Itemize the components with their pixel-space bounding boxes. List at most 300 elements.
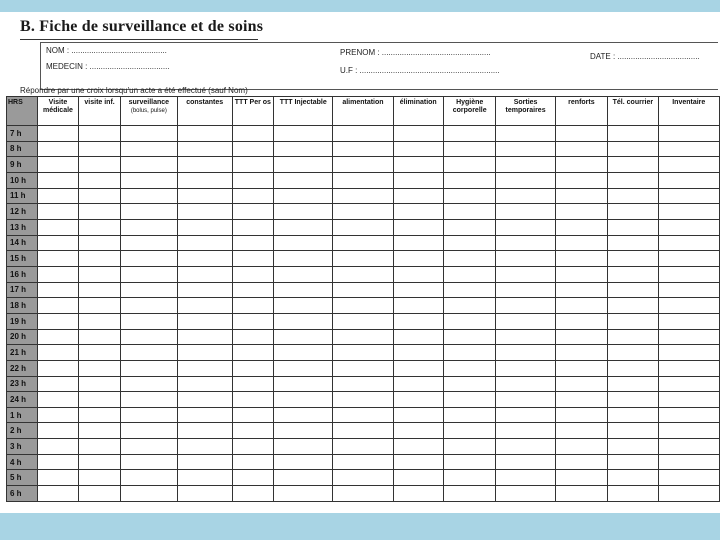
checkbox-cell[interactable] — [393, 486, 443, 502]
checkbox-cell[interactable] — [555, 266, 608, 282]
checkbox-cell[interactable] — [496, 329, 555, 345]
checkbox-cell[interactable] — [555, 204, 608, 220]
checkbox-cell[interactable] — [333, 219, 393, 235]
checkbox-cell[interactable] — [232, 407, 274, 423]
checkbox-cell[interactable] — [232, 157, 274, 173]
checkbox-cell[interactable] — [393, 345, 443, 361]
checkbox-cell[interactable] — [120, 298, 177, 314]
checkbox-cell[interactable] — [79, 204, 121, 220]
checkbox-cell[interactable] — [658, 439, 719, 455]
checkbox-cell[interactable] — [37, 298, 79, 314]
checkbox-cell[interactable] — [658, 376, 719, 392]
checkbox-cell[interactable] — [608, 282, 658, 298]
checkbox-cell[interactable] — [177, 204, 232, 220]
checkbox-cell[interactable] — [274, 141, 333, 157]
checkbox-cell[interactable] — [37, 204, 79, 220]
checkbox-cell[interactable] — [274, 204, 333, 220]
checkbox-cell[interactable] — [232, 266, 274, 282]
checkbox-cell[interactable] — [658, 141, 719, 157]
checkbox-cell[interactable] — [333, 282, 393, 298]
checkbox-cell[interactable] — [79, 141, 121, 157]
checkbox-cell[interactable] — [658, 251, 719, 267]
checkbox-cell[interactable] — [608, 219, 658, 235]
checkbox-cell[interactable] — [555, 282, 608, 298]
checkbox-cell[interactable] — [393, 282, 443, 298]
checkbox-cell[interactable] — [443, 423, 496, 439]
checkbox-cell[interactable] — [555, 141, 608, 157]
checkbox-cell[interactable] — [177, 486, 232, 502]
checkbox-cell[interactable] — [608, 454, 658, 470]
checkbox-cell[interactable] — [443, 454, 496, 470]
uf-field[interactable]: U.F : ............................................................... — [340, 66, 500, 75]
checkbox-cell[interactable] — [37, 345, 79, 361]
checkbox-cell[interactable] — [120, 376, 177, 392]
checkbox-cell[interactable] — [37, 235, 79, 251]
checkbox-cell[interactable] — [608, 486, 658, 502]
checkbox-cell[interactable] — [274, 439, 333, 455]
checkbox-cell[interactable] — [79, 360, 121, 376]
checkbox-cell[interactable] — [443, 204, 496, 220]
checkbox-cell[interactable] — [232, 470, 274, 486]
checkbox-cell[interactable] — [37, 282, 79, 298]
checkbox-cell[interactable] — [658, 470, 719, 486]
checkbox-cell[interactable] — [37, 219, 79, 235]
checkbox-cell[interactable] — [443, 313, 496, 329]
checkbox-cell[interactable] — [443, 392, 496, 408]
checkbox-cell[interactable] — [658, 423, 719, 439]
medecin-field[interactable]: MEDECIN : .................................... — [46, 62, 170, 71]
checkbox-cell[interactable] — [274, 172, 333, 188]
checkbox-cell[interactable] — [555, 235, 608, 251]
checkbox-cell[interactable] — [608, 329, 658, 345]
checkbox-cell[interactable] — [120, 454, 177, 470]
checkbox-cell[interactable] — [177, 251, 232, 267]
checkbox-cell[interactable] — [333, 470, 393, 486]
checkbox-cell[interactable] — [333, 298, 393, 314]
checkbox-cell[interactable] — [393, 126, 443, 142]
checkbox-cell[interactable] — [120, 313, 177, 329]
checkbox-cell[interactable] — [79, 392, 121, 408]
checkbox-cell[interactable] — [79, 376, 121, 392]
checkbox-cell[interactable] — [393, 219, 443, 235]
checkbox-cell[interactable] — [658, 172, 719, 188]
checkbox-cell[interactable] — [608, 157, 658, 173]
checkbox-cell[interactable] — [496, 298, 555, 314]
checkbox-cell[interactable] — [443, 360, 496, 376]
checkbox-cell[interactable] — [120, 329, 177, 345]
checkbox-cell[interactable] — [274, 126, 333, 142]
checkbox-cell[interactable] — [496, 282, 555, 298]
checkbox-cell[interactable] — [120, 204, 177, 220]
checkbox-cell[interactable] — [658, 282, 719, 298]
checkbox-cell[interactable] — [177, 423, 232, 439]
checkbox-cell[interactable] — [232, 172, 274, 188]
checkbox-cell[interactable] — [79, 329, 121, 345]
checkbox-cell[interactable] — [496, 470, 555, 486]
checkbox-cell[interactable] — [79, 172, 121, 188]
checkbox-cell[interactable] — [496, 313, 555, 329]
checkbox-cell[interactable] — [555, 329, 608, 345]
checkbox-cell[interactable] — [232, 329, 274, 345]
checkbox-cell[interactable] — [37, 126, 79, 142]
checkbox-cell[interactable] — [232, 188, 274, 204]
checkbox-cell[interactable] — [333, 392, 393, 408]
checkbox-cell[interactable] — [120, 282, 177, 298]
checkbox-cell[interactable] — [37, 360, 79, 376]
checkbox-cell[interactable] — [393, 454, 443, 470]
checkbox-cell[interactable] — [443, 298, 496, 314]
checkbox-cell[interactable] — [555, 376, 608, 392]
checkbox-cell[interactable] — [333, 235, 393, 251]
checkbox-cell[interactable] — [443, 251, 496, 267]
checkbox-cell[interactable] — [496, 439, 555, 455]
checkbox-cell[interactable] — [232, 454, 274, 470]
checkbox-cell[interactable] — [658, 454, 719, 470]
checkbox-cell[interactable] — [333, 126, 393, 142]
checkbox-cell[interactable] — [496, 204, 555, 220]
checkbox-cell[interactable] — [555, 188, 608, 204]
checkbox-cell[interactable] — [658, 360, 719, 376]
prenom-field[interactable]: PRENOM : ................................................. — [340, 48, 491, 57]
checkbox-cell[interactable] — [608, 439, 658, 455]
checkbox-cell[interactable] — [177, 376, 232, 392]
checkbox-cell[interactable] — [333, 313, 393, 329]
checkbox-cell[interactable] — [79, 188, 121, 204]
checkbox-cell[interactable] — [177, 188, 232, 204]
checkbox-cell[interactable] — [274, 235, 333, 251]
checkbox-cell[interactable] — [608, 407, 658, 423]
checkbox-cell[interactable] — [79, 423, 121, 439]
checkbox-cell[interactable] — [37, 172, 79, 188]
checkbox-cell[interactable] — [274, 376, 333, 392]
checkbox-cell[interactable] — [79, 470, 121, 486]
checkbox-cell[interactable] — [608, 360, 658, 376]
checkbox-cell[interactable] — [658, 266, 719, 282]
checkbox-cell[interactable] — [120, 141, 177, 157]
checkbox-cell[interactable] — [393, 266, 443, 282]
checkbox-cell[interactable] — [177, 454, 232, 470]
checkbox-cell[interactable] — [120, 423, 177, 439]
checkbox-cell[interactable] — [120, 486, 177, 502]
checkbox-cell[interactable] — [177, 157, 232, 173]
checkbox-cell[interactable] — [177, 407, 232, 423]
checkbox-cell[interactable] — [232, 345, 274, 361]
checkbox-cell[interactable] — [443, 219, 496, 235]
checkbox-cell[interactable] — [232, 313, 274, 329]
checkbox-cell[interactable] — [120, 392, 177, 408]
checkbox-cell[interactable] — [333, 454, 393, 470]
checkbox-cell[interactable] — [177, 470, 232, 486]
checkbox-cell[interactable] — [608, 423, 658, 439]
checkbox-cell[interactable] — [555, 439, 608, 455]
checkbox-cell[interactable] — [555, 157, 608, 173]
checkbox-cell[interactable] — [608, 204, 658, 220]
checkbox-cell[interactable] — [333, 439, 393, 455]
checkbox-cell[interactable] — [443, 157, 496, 173]
checkbox-cell[interactable] — [232, 282, 274, 298]
checkbox-cell[interactable] — [393, 470, 443, 486]
checkbox-cell[interactable] — [555, 219, 608, 235]
checkbox-cell[interactable] — [120, 172, 177, 188]
checkbox-cell[interactable] — [496, 392, 555, 408]
checkbox-cell[interactable] — [232, 219, 274, 235]
checkbox-cell[interactable] — [79, 282, 121, 298]
checkbox-cell[interactable] — [608, 251, 658, 267]
checkbox-cell[interactable] — [393, 439, 443, 455]
checkbox-cell[interactable] — [608, 392, 658, 408]
checkbox-cell[interactable] — [393, 172, 443, 188]
checkbox-cell[interactable] — [79, 486, 121, 502]
checkbox-cell[interactable] — [37, 392, 79, 408]
checkbox-cell[interactable] — [37, 454, 79, 470]
checkbox-cell[interactable] — [608, 298, 658, 314]
checkbox-cell[interactable] — [496, 376, 555, 392]
checkbox-cell[interactable] — [555, 360, 608, 376]
checkbox-cell[interactable] — [333, 266, 393, 282]
checkbox-cell[interactable] — [443, 470, 496, 486]
checkbox-cell[interactable] — [393, 251, 443, 267]
checkbox-cell[interactable] — [232, 126, 274, 142]
checkbox-cell[interactable] — [177, 282, 232, 298]
checkbox-cell[interactable] — [658, 407, 719, 423]
checkbox-cell[interactable] — [37, 407, 79, 423]
checkbox-cell[interactable] — [37, 251, 79, 267]
checkbox-cell[interactable] — [274, 407, 333, 423]
checkbox-cell[interactable] — [120, 188, 177, 204]
checkbox-cell[interactable] — [555, 172, 608, 188]
checkbox-cell[interactable] — [37, 486, 79, 502]
checkbox-cell[interactable] — [496, 486, 555, 502]
checkbox-cell[interactable] — [333, 141, 393, 157]
checkbox-cell[interactable] — [393, 298, 443, 314]
checkbox-cell[interactable] — [232, 251, 274, 267]
checkbox-cell[interactable] — [333, 360, 393, 376]
checkbox-cell[interactable] — [555, 126, 608, 142]
checkbox-cell[interactable] — [393, 188, 443, 204]
checkbox-cell[interactable] — [443, 376, 496, 392]
checkbox-cell[interactable] — [496, 266, 555, 282]
checkbox-cell[interactable] — [333, 251, 393, 267]
checkbox-cell[interactable] — [274, 486, 333, 502]
checkbox-cell[interactable] — [443, 282, 496, 298]
checkbox-cell[interactable] — [608, 172, 658, 188]
checkbox-cell[interactable] — [333, 204, 393, 220]
checkbox-cell[interactable] — [393, 235, 443, 251]
checkbox-cell[interactable] — [555, 313, 608, 329]
checkbox-cell[interactable] — [658, 392, 719, 408]
checkbox-cell[interactable] — [443, 172, 496, 188]
checkbox-cell[interactable] — [658, 188, 719, 204]
checkbox-cell[interactable] — [120, 439, 177, 455]
checkbox-cell[interactable] — [496, 126, 555, 142]
checkbox-cell[interactable] — [120, 360, 177, 376]
checkbox-cell[interactable] — [274, 313, 333, 329]
checkbox-cell[interactable] — [333, 157, 393, 173]
checkbox-cell[interactable] — [274, 345, 333, 361]
checkbox-cell[interactable] — [120, 251, 177, 267]
checkbox-cell[interactable] — [333, 423, 393, 439]
checkbox-cell[interactable] — [496, 157, 555, 173]
checkbox-cell[interactable] — [177, 360, 232, 376]
checkbox-cell[interactable] — [608, 188, 658, 204]
checkbox-cell[interactable] — [79, 345, 121, 361]
checkbox-cell[interactable] — [555, 486, 608, 502]
checkbox-cell[interactable] — [120, 407, 177, 423]
checkbox-cell[interactable] — [393, 141, 443, 157]
checkbox-cell[interactable] — [658, 298, 719, 314]
checkbox-cell[interactable] — [177, 266, 232, 282]
checkbox-cell[interactable] — [496, 454, 555, 470]
checkbox-cell[interactable] — [37, 470, 79, 486]
checkbox-cell[interactable] — [608, 235, 658, 251]
checkbox-cell[interactable] — [79, 251, 121, 267]
checkbox-cell[interactable] — [333, 486, 393, 502]
checkbox-cell[interactable] — [120, 157, 177, 173]
checkbox-cell[interactable] — [333, 172, 393, 188]
checkbox-cell[interactable] — [274, 298, 333, 314]
checkbox-cell[interactable] — [274, 282, 333, 298]
checkbox-cell[interactable] — [443, 141, 496, 157]
checkbox-cell[interactable] — [393, 204, 443, 220]
checkbox-cell[interactable] — [274, 188, 333, 204]
checkbox-cell[interactable] — [496, 141, 555, 157]
checkbox-cell[interactable] — [608, 313, 658, 329]
checkbox-cell[interactable] — [232, 204, 274, 220]
checkbox-cell[interactable] — [177, 313, 232, 329]
checkbox-cell[interactable] — [393, 392, 443, 408]
checkbox-cell[interactable] — [608, 376, 658, 392]
checkbox-cell[interactable] — [232, 360, 274, 376]
checkbox-cell[interactable] — [79, 157, 121, 173]
checkbox-cell[interactable] — [443, 126, 496, 142]
checkbox-cell[interactable] — [79, 266, 121, 282]
checkbox-cell[interactable] — [120, 219, 177, 235]
checkbox-cell[interactable] — [79, 219, 121, 235]
checkbox-cell[interactable] — [496, 188, 555, 204]
checkbox-cell[interactable] — [274, 392, 333, 408]
checkbox-cell[interactable] — [274, 360, 333, 376]
checkbox-cell[interactable] — [177, 329, 232, 345]
checkbox-cell[interactable] — [555, 454, 608, 470]
checkbox-cell[interactable] — [177, 392, 232, 408]
checkbox-cell[interactable] — [274, 251, 333, 267]
checkbox-cell[interactable] — [120, 345, 177, 361]
checkbox-cell[interactable] — [555, 407, 608, 423]
checkbox-cell[interactable] — [37, 329, 79, 345]
checkbox-cell[interactable] — [232, 439, 274, 455]
checkbox-cell[interactable] — [120, 235, 177, 251]
checkbox-cell[interactable] — [37, 157, 79, 173]
checkbox-cell[interactable] — [274, 454, 333, 470]
checkbox-cell[interactable] — [393, 423, 443, 439]
checkbox-cell[interactable] — [177, 219, 232, 235]
checkbox-cell[interactable] — [443, 407, 496, 423]
checkbox-cell[interactable] — [658, 329, 719, 345]
checkbox-cell[interactable] — [658, 345, 719, 361]
checkbox-cell[interactable] — [658, 235, 719, 251]
checkbox-cell[interactable] — [608, 470, 658, 486]
checkbox-cell[interactable] — [177, 172, 232, 188]
checkbox-cell[interactable] — [555, 345, 608, 361]
checkbox-cell[interactable] — [496, 423, 555, 439]
checkbox-cell[interactable] — [232, 392, 274, 408]
checkbox-cell[interactable] — [608, 126, 658, 142]
checkbox-cell[interactable] — [37, 141, 79, 157]
checkbox-cell[interactable] — [393, 313, 443, 329]
checkbox-cell[interactable] — [177, 141, 232, 157]
checkbox-cell[interactable] — [79, 313, 121, 329]
checkbox-cell[interactable] — [37, 439, 79, 455]
checkbox-cell[interactable] — [393, 329, 443, 345]
checkbox-cell[interactable] — [443, 486, 496, 502]
checkbox-cell[interactable] — [274, 329, 333, 345]
checkbox-cell[interactable] — [443, 235, 496, 251]
checkbox-cell[interactable] — [608, 345, 658, 361]
checkbox-cell[interactable] — [333, 407, 393, 423]
checkbox-cell[interactable] — [496, 360, 555, 376]
checkbox-cell[interactable] — [658, 204, 719, 220]
checkbox-cell[interactable] — [120, 470, 177, 486]
checkbox-cell[interactable] — [274, 470, 333, 486]
checkbox-cell[interactable] — [177, 345, 232, 361]
checkbox-cell[interactable] — [496, 172, 555, 188]
checkbox-cell[interactable] — [79, 298, 121, 314]
checkbox-cell[interactable] — [177, 235, 232, 251]
checkbox-cell[interactable] — [393, 360, 443, 376]
checkbox-cell[interactable] — [608, 141, 658, 157]
checkbox-cell[interactable] — [393, 376, 443, 392]
checkbox-cell[interactable] — [232, 141, 274, 157]
checkbox-cell[interactable] — [496, 219, 555, 235]
checkbox-cell[interactable] — [333, 188, 393, 204]
checkbox-cell[interactable] — [443, 266, 496, 282]
checkbox-cell[interactable] — [443, 329, 496, 345]
checkbox-cell[interactable] — [37, 376, 79, 392]
checkbox-cell[interactable] — [496, 345, 555, 361]
checkbox-cell[interactable] — [658, 126, 719, 142]
checkbox-cell[interactable] — [443, 188, 496, 204]
checkbox-cell[interactable] — [443, 345, 496, 361]
checkbox-cell[interactable] — [274, 266, 333, 282]
checkbox-cell[interactable] — [274, 423, 333, 439]
checkbox-cell[interactable] — [393, 407, 443, 423]
nom-field[interactable]: NOM : ........................................... — [46, 46, 167, 55]
checkbox-cell[interactable] — [555, 392, 608, 408]
checkbox-cell[interactable] — [79, 439, 121, 455]
checkbox-cell[interactable] — [177, 298, 232, 314]
checkbox-cell[interactable] — [274, 157, 333, 173]
checkbox-cell[interactable] — [232, 486, 274, 502]
checkbox-cell[interactable] — [232, 235, 274, 251]
checkbox-cell[interactable] — [37, 266, 79, 282]
checkbox-cell[interactable] — [79, 454, 121, 470]
checkbox-cell[interactable] — [79, 235, 121, 251]
checkbox-cell[interactable] — [555, 298, 608, 314]
checkbox-cell[interactable] — [333, 329, 393, 345]
checkbox-cell[interactable] — [658, 157, 719, 173]
checkbox-cell[interactable] — [333, 345, 393, 361]
checkbox-cell[interactable] — [443, 439, 496, 455]
checkbox-cell[interactable] — [555, 251, 608, 267]
checkbox-cell[interactable] — [37, 423, 79, 439]
checkbox-cell[interactable] — [658, 313, 719, 329]
checkbox-cell[interactable] — [37, 313, 79, 329]
checkbox-cell[interactable] — [393, 157, 443, 173]
checkbox-cell[interactable] — [232, 423, 274, 439]
checkbox-cell[interactable] — [232, 376, 274, 392]
checkbox-cell[interactable] — [177, 126, 232, 142]
date-field[interactable]: DATE : ..................................... — [590, 52, 700, 61]
